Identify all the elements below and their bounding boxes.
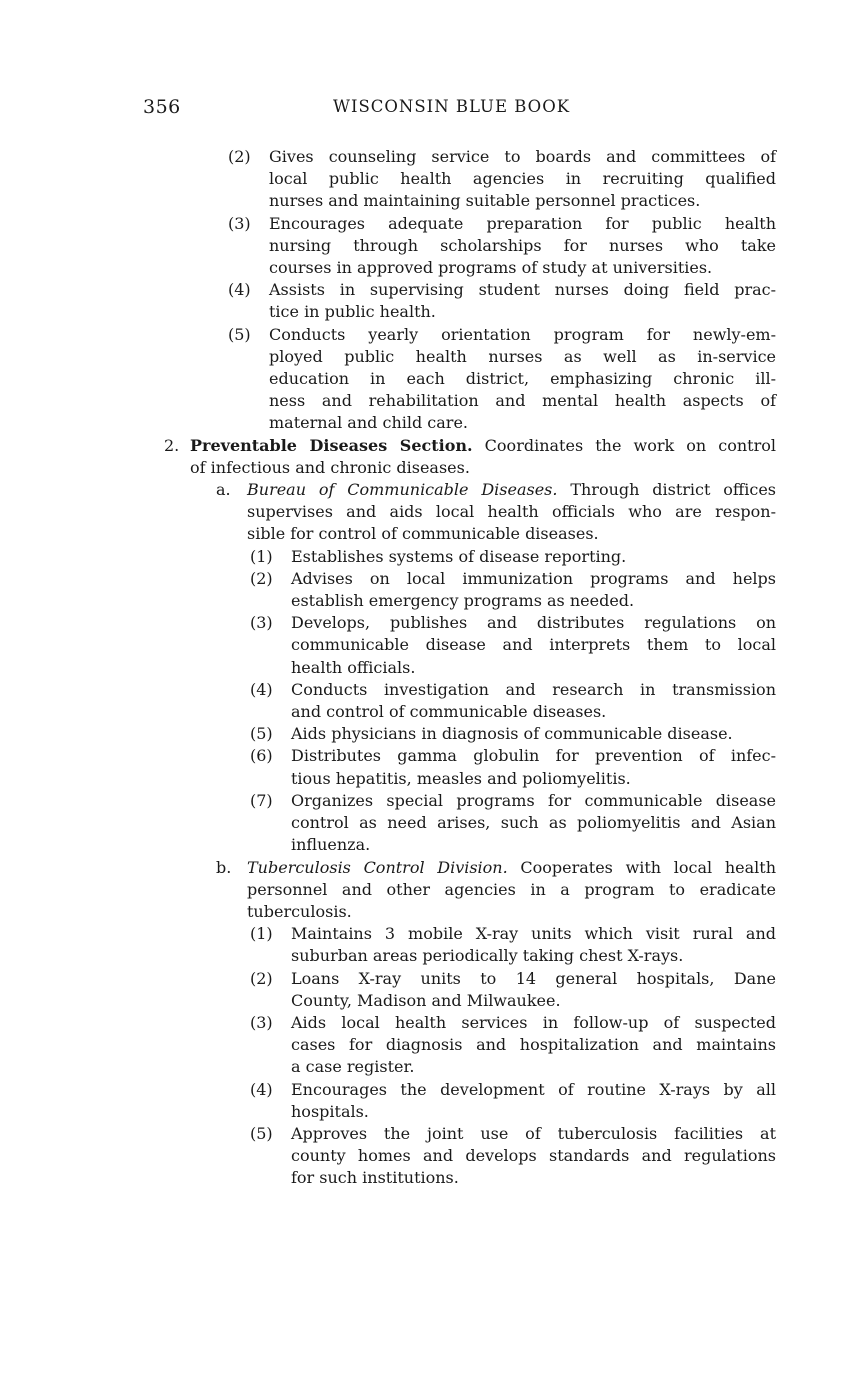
item-line: tious hepatitis, measles and poliomyelitis. bbox=[291, 768, 631, 788]
item-line: hospitals. bbox=[291, 1101, 369, 1121]
list-item bbox=[250, 745, 776, 789]
list-item bbox=[228, 279, 776, 323]
item-line: health officials. bbox=[291, 657, 416, 677]
item-marker: (2) bbox=[250, 968, 273, 988]
list-item bbox=[250, 723, 776, 745]
intro-line: tuberculosis. bbox=[247, 901, 352, 921]
item-line: establish emergency programs as needed. bbox=[291, 591, 635, 611]
list-item bbox=[250, 1079, 776, 1123]
item-line: nurses and maintaining suitable personnel practices. bbox=[269, 191, 701, 211]
item-line: local public health agencies in recruiting qualified bbox=[269, 169, 776, 189]
subsection-marker: b. bbox=[216, 857, 232, 877]
running-head: WISCONSIN BLUE BOOK bbox=[333, 97, 571, 116]
section-intro-line2: of infectious and chronic diseases. bbox=[190, 457, 470, 477]
intro-line: personnel and other agencies in a program to eradicate bbox=[247, 879, 776, 899]
item-line: Loans X-ray units to 14 general hospitals, Dane bbox=[291, 968, 776, 988]
item-line: influenza. bbox=[291, 835, 371, 855]
list-item bbox=[250, 968, 776, 1012]
intro-line: sible for control of communicable diseases. bbox=[247, 524, 599, 544]
subsection-intro-line1: Cooperates with local health bbox=[507, 857, 776, 877]
item-marker: (2) bbox=[228, 147, 251, 166]
item-marker: (1) bbox=[250, 924, 273, 944]
item-line: education in each district, emphasizing chronic ill- bbox=[269, 369, 776, 389]
item-marker: (6) bbox=[250, 746, 273, 766]
item-line: Encourages the development of routine X-rays by all bbox=[291, 1079, 776, 1099]
item-line: for such institutions. bbox=[291, 1168, 459, 1188]
item-marker: (2) bbox=[250, 568, 273, 588]
body-text bbox=[164, 146, 776, 1190]
item-marker: (3) bbox=[250, 1012, 273, 1032]
page-number: 356 bbox=[143, 96, 181, 118]
list-item bbox=[250, 612, 776, 679]
item-marker: (3) bbox=[250, 613, 273, 633]
item-line: ness and rehabilitation and mental health aspects of bbox=[269, 391, 776, 411]
subsection-title: Tuberculosis Control Division. bbox=[247, 857, 508, 877]
subsection-bureau-communicable bbox=[216, 479, 776, 546]
subsection-intro-lines bbox=[247, 501, 776, 545]
item-line: maternal and child care. bbox=[269, 413, 469, 433]
item-line: Distributes gamma globulin for prevention of infec- bbox=[291, 746, 776, 766]
subsection-tuberculosis-control bbox=[216, 857, 776, 924]
section-marker: 2. bbox=[164, 435, 180, 455]
list-item bbox=[250, 568, 776, 612]
subsection-intro-line1: Through district offices bbox=[557, 480, 777, 500]
item-marker: (1) bbox=[250, 546, 273, 566]
item-line: Assists in supervising student nurses doing field prac- bbox=[269, 280, 776, 300]
item-line: Aids local health services in follow-up of suspected bbox=[291, 1012, 776, 1032]
item-line: control as need arises, such as poliomyelitis and Asian bbox=[291, 813, 776, 833]
subsection-title: Bureau of Communicable Diseases. bbox=[247, 480, 558, 500]
item-line: courses in approved programs of study at universities. bbox=[269, 258, 713, 278]
list-item bbox=[228, 213, 776, 280]
item-line: suburban areas periodically taking chest X-rays. bbox=[291, 946, 684, 966]
list-item bbox=[228, 146, 776, 213]
item-marker: (5) bbox=[250, 724, 273, 744]
list-item bbox=[250, 790, 776, 857]
item-marker: (4) bbox=[250, 1079, 273, 1099]
item-line: tice in public health. bbox=[269, 302, 436, 322]
list-item bbox=[250, 546, 776, 568]
subsection-marker: a. bbox=[216, 480, 231, 500]
item-line: communicable disease and interprets them to local bbox=[291, 635, 776, 655]
item-line: Gives counseling service to boards and committees of bbox=[269, 147, 776, 166]
item-line: Conducts investigation and research in transmission bbox=[291, 679, 776, 699]
section-preventable-diseases bbox=[164, 435, 776, 1190]
item-line: cases for diagnosis and hospitalization and maintains bbox=[291, 1035, 776, 1055]
subsection-intro-lines bbox=[247, 879, 776, 923]
list-item bbox=[250, 923, 776, 967]
item-line: Advises on local immunization programs and helps bbox=[291, 568, 776, 588]
item-line: Organizes special programs for communicable disease bbox=[291, 790, 776, 810]
item-line: Aids physicians in diagnosis of communicable disease. bbox=[291, 724, 733, 744]
item-line: ployed public health nurses as well as in-service bbox=[269, 346, 776, 366]
item-line: and control of communicable diseases. bbox=[291, 702, 607, 722]
item-line: Approves the joint use of tuberculosis facilities at bbox=[291, 1123, 776, 1143]
page-header bbox=[143, 96, 783, 120]
section-title: Preventable Diseases Section. bbox=[190, 435, 473, 455]
item-line: Develops, publishes and distributes regulations on bbox=[291, 613, 776, 633]
item-marker: (3) bbox=[228, 213, 251, 233]
item-marker: (7) bbox=[250, 790, 273, 810]
list-item bbox=[250, 679, 776, 723]
tuberculosis-items-list bbox=[190, 923, 776, 1189]
item-line: a case register. bbox=[291, 1057, 415, 1077]
item-marker: (5) bbox=[228, 324, 251, 344]
item-line: County, Madison and Milwaukee. bbox=[291, 990, 561, 1010]
item-line: Conducts yearly orientation program for newly-em- bbox=[269, 324, 776, 344]
list-item bbox=[228, 324, 776, 435]
item-line: nursing through scholarships for nurses who take bbox=[269, 235, 776, 255]
item-line: Encourages adequate preparation for public health bbox=[269, 213, 776, 233]
item-marker: (4) bbox=[250, 679, 273, 699]
list-item bbox=[250, 1123, 776, 1190]
item-line: county homes and develops standards and regulations bbox=[291, 1146, 776, 1166]
item-marker: (4) bbox=[228, 280, 251, 300]
bureau-items-list bbox=[190, 546, 776, 857]
section-intro-line1: Coordinates the work on control bbox=[472, 435, 777, 455]
item-marker: (5) bbox=[250, 1123, 273, 1143]
item-line: Establishes systems of disease reporting. bbox=[291, 546, 627, 566]
continued-nursing-list bbox=[164, 146, 776, 435]
intro-line: supervises and aids local health officials who are respon- bbox=[247, 502, 776, 522]
item-line: Maintains 3 mobile X-ray units which visit rural and bbox=[291, 924, 776, 944]
list-item bbox=[250, 1012, 776, 1079]
